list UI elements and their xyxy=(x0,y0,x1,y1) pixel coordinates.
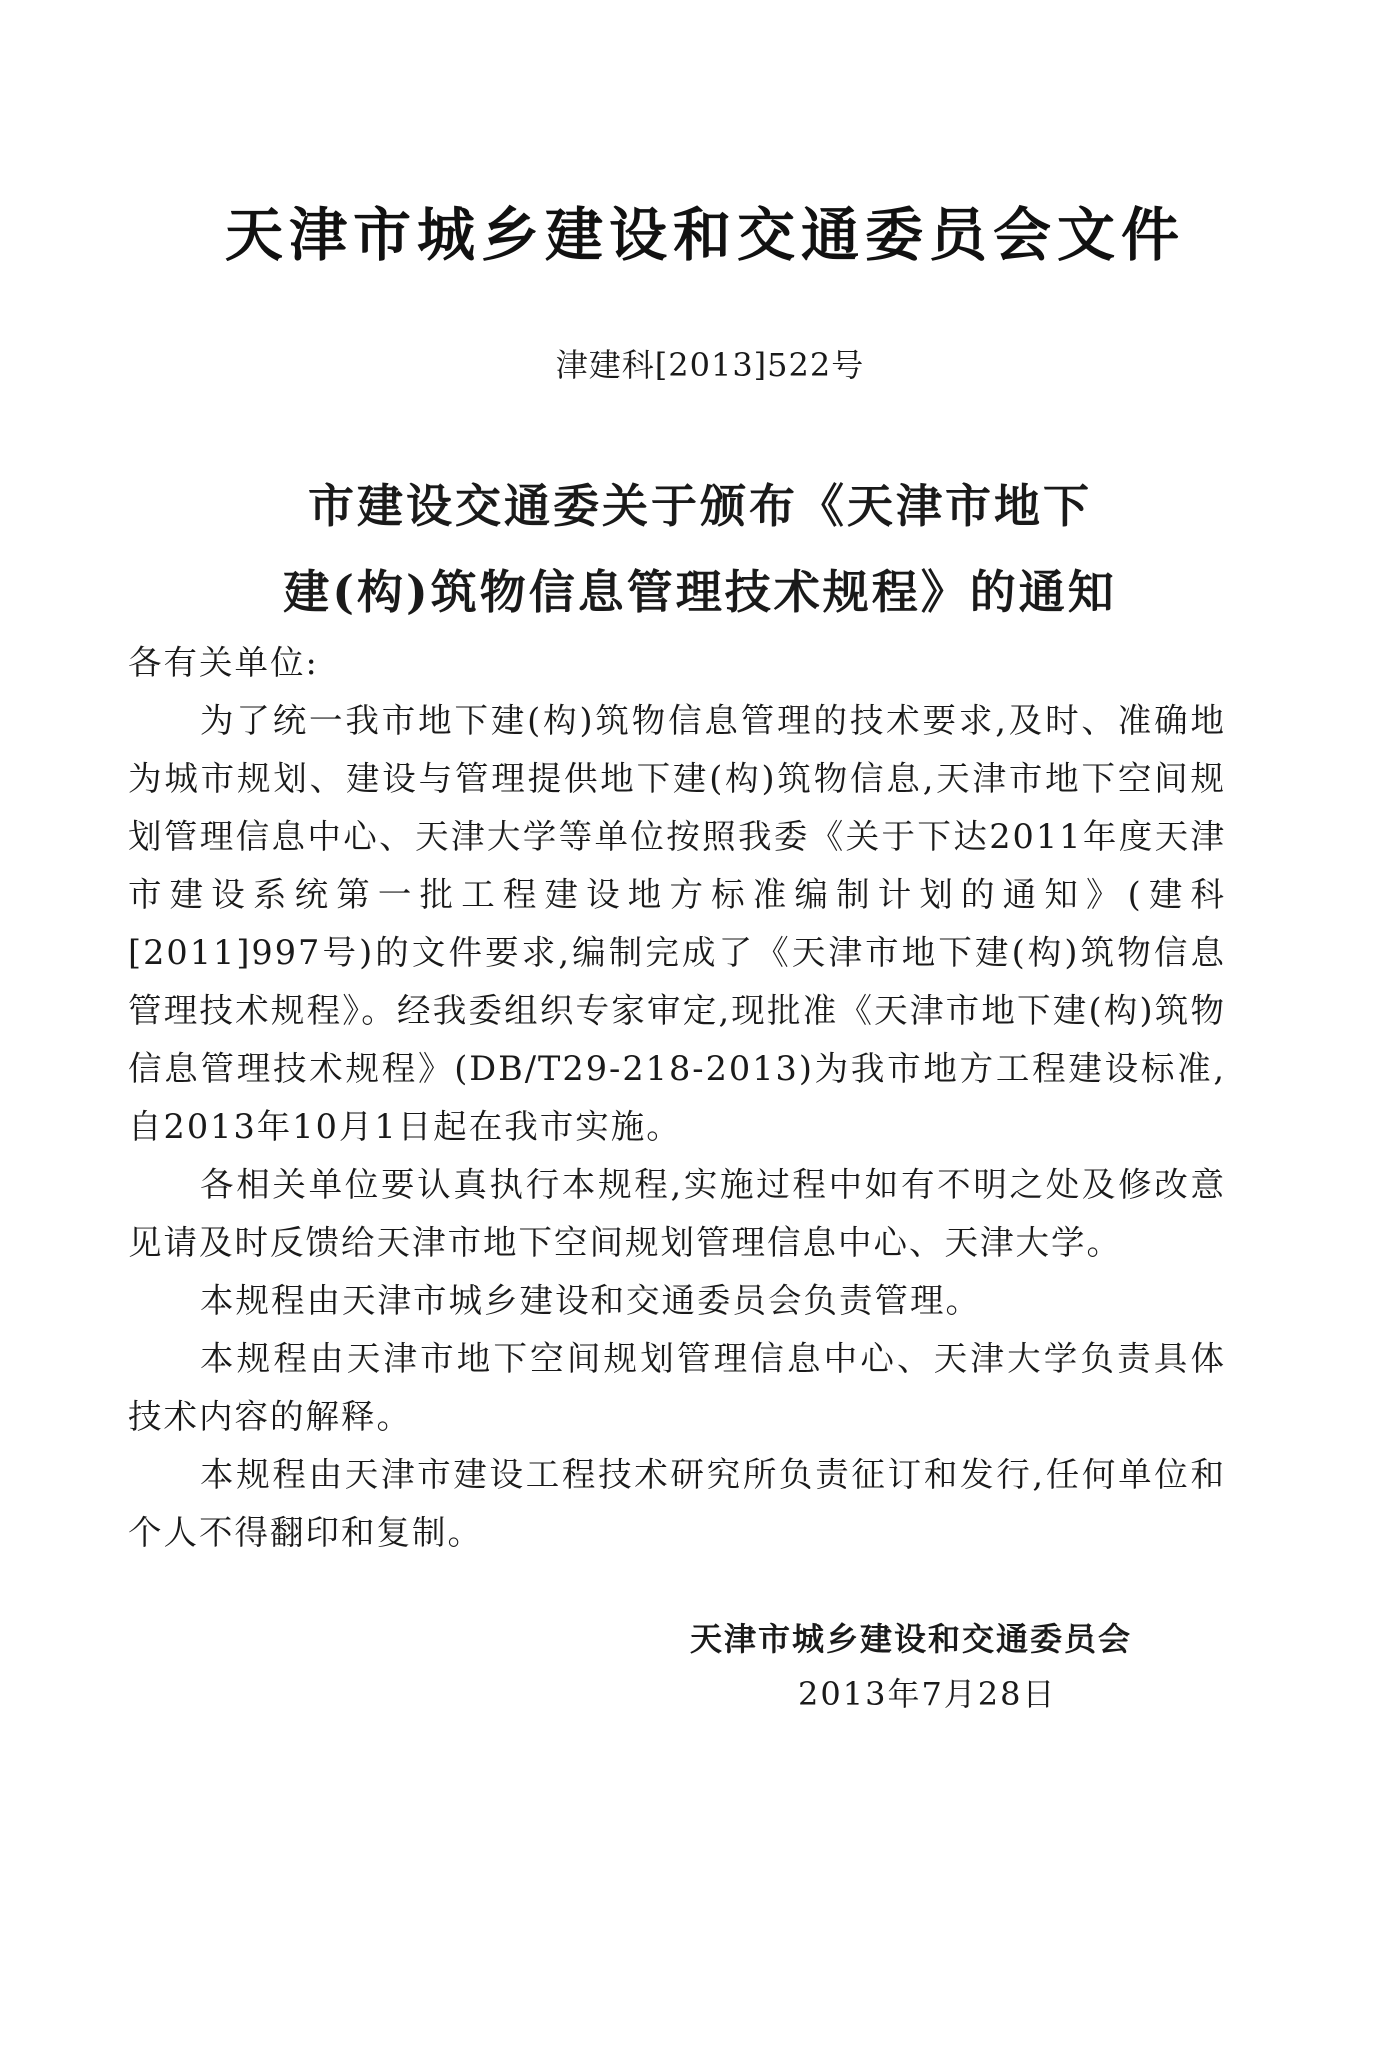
salutation: 各有关单位: xyxy=(128,643,319,682)
signature-organization: 天津市城乡建设和交通委员会 xyxy=(690,1620,1133,1658)
body-paragraph: 本规程由天津市建设工程技术研究所负责征订和发行,任何单位和个人不得翻印和复制。 xyxy=(128,1455,1226,1552)
document-number: 津建科[2013]522号 xyxy=(555,346,865,384)
body-paragraph: 本规程由天津市地下空间规划管理信息中心、天津大学负责具体技术内容的解释。 xyxy=(128,1339,1226,1436)
document-header-title: 天津市城乡建设和交通委员会文件 xyxy=(224,201,1185,269)
notice-title-line-1: 市建设交通委关于颁布《天津市地下 xyxy=(308,479,1092,533)
body-paragraph: 为了统一我市地下建(构)筑物信息管理的技术要求,及时、准确地为城市规划、建设与管理提供地下建(构)筑物信息,天津市地下空间规划管理信息中心、天津大学等单位按照我委《关于下达2011年度天津市建设系统第一批工程建设地方标准编制计划的通知》(建科[2011]997号)的文件要求,编制完成了《天津市地下建(构)筑物信息管理技术规程》。经我委组织专家审定,现批准《天津市地下建(构)筑物信息管理技术规程》(DB/T29-218-2013)为我市地方工程建设标准,自2013年10月1日起在我市实施。 xyxy=(128,701,1226,1146)
signature-date: 2013年7月28日 xyxy=(798,1675,1057,1713)
body-paragraph: 各相关单位要认真执行本规程,实施过程中如有不明之处及修改意见请及时反馈给天津市地下空间规划管理信息中心、天津大学。 xyxy=(128,1165,1226,1262)
notice-title-line-2: 建(构)筑物信息管理技术规程》的通知 xyxy=(283,565,1117,619)
notice-body xyxy=(128,634,1226,1562)
signature-block xyxy=(690,1614,1210,1724)
body-paragraph: 本规程由天津市城乡建设和交通委员会负责管理。 xyxy=(200,1281,981,1320)
